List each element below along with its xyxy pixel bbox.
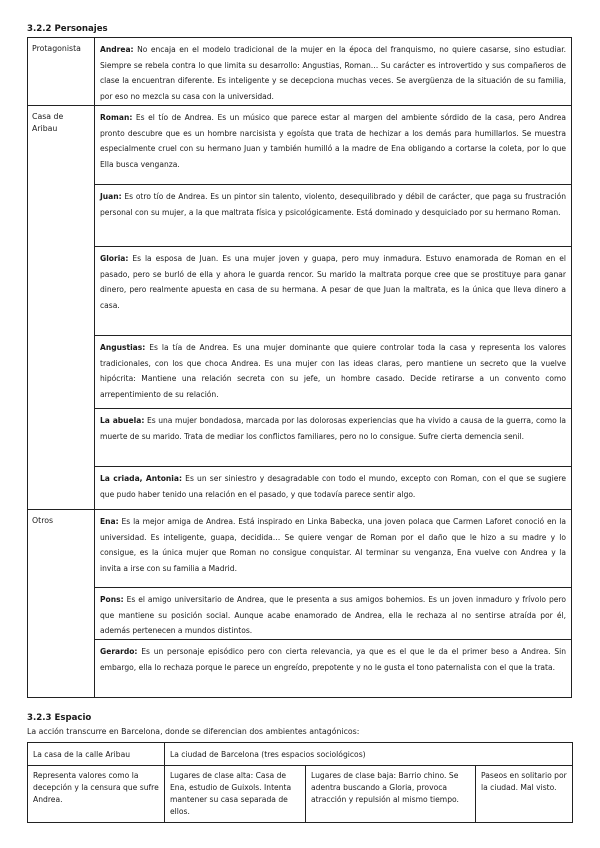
character-entry-roman [95, 106, 571, 184]
character-text: Es la mejor amiga de Andrea. Está inspirado en Linka Babecka, una joven polaca que Carmen Laforet conoció en la universidad. Es inteligente, guapa, decidida… Se quiere vengar de Roman por el daño que le hizo a su madre y lo consigue, es la única mujer que Roman no consigue conquistar. Al terminar su venganza, Ena vuelve con Andrea y la invita a irse con su familia a Madrid. [100, 517, 566, 573]
character-entry-criada [95, 466, 571, 509]
character-entry-gloria [95, 246, 571, 335]
character-text: Es un ser siniestro y desagradable con todo el mundo, excepto con Roman, con el que se sugiere que pudo haber tenido una relación en el pasado, y que todavía parece sentir algo. [100, 474, 566, 499]
character-entry-pons [95, 587, 571, 639]
section-title-espacio: 3.2.3 Espacio [27, 713, 92, 723]
section-title-personajes: 3.2.2 Personajes [27, 24, 108, 34]
character-name: Roman: [100, 113, 133, 122]
group-row-casa-aribau [28, 106, 572, 510]
espacio-cell: Lugares de clase alta: Casa de Ena, estudio de Guixols. Intenta mantener su casa separada de ellos. [165, 766, 306, 823]
character-text: Es el tío de Andrea. Es un músico que parece estar al margen del ambiente sórdido de la casa, pero Andrea pronto descubre que es un hombre narcisista y egoísta que trata de hechizar a los demás para humillarlos. Se muestra especialmente cruel con su hermano Juan y también humilló a la madre de Ena obligando a cortarse la coleta, por lo que Ella busca venganza. [100, 113, 566, 169]
character-name: Juan: [100, 192, 122, 201]
character-name: Gloria: [100, 254, 129, 263]
espacio-cell: Paseos en solitario por la ciudad. Mal visto. [476, 766, 573, 823]
espacio-cell: Representa valores como la decepción y la censura que sufre Andrea. [28, 766, 165, 823]
character-entry-angustias [95, 335, 571, 408]
group-row-protagonista [28, 38, 572, 106]
character-name: La criada, Antonia: [100, 474, 183, 483]
character-name: La abuela: [100, 416, 145, 425]
character-text: Es un personaje episódico pero con cierta relevancia, ya que es el que le da el primer beso a Andrea. Sin embargo, ella lo rechaza porque le parece un engreído, prepotente y no le gusta el tono paternalista con el que la trata. [100, 647, 566, 672]
character-text: Es una mujer bondadosa, marcada por las dolorosas experiencias que ha vivido a causa de la guerra, como la muerte de su marido. Trata de mediar los conflictos familiares, pero no lo consigue. Sufre cierta demencia senil. [100, 416, 567, 441]
character-entry-juan [95, 184, 571, 246]
group-label: Casa de Aribau [28, 106, 95, 510]
espacio-header-row [28, 743, 573, 766]
character-name: Angustias: [100, 343, 146, 352]
espacio-table [27, 742, 573, 823]
group-label: Otros [28, 510, 95, 698]
character-entry-andrea [95, 38, 571, 105]
character-name: Andrea: [100, 45, 134, 54]
espacio-intro: La acción transcurre en Barcelona, donde se diferencian dos ambientes antagónicos: [27, 727, 360, 736]
characters-table [27, 37, 572, 698]
group-row-otros [28, 510, 572, 698]
espacio-body-row [28, 766, 573, 823]
character-entry-ena [95, 510, 571, 587]
espacio-header-aribau: La casa de la calle Aribau [28, 743, 165, 766]
character-text: No encaja en el modelo tradicional de la mujer en la época del franquismo, no quiere casarse, sino estudiar. Siempre se rebela contra lo que limita su desarrollo: Angustias, Roman… Su carácter es introvertido y sus compañeros de clase la encuentran diferente. Es inteligente y se decepciona muchas veces. Se avergüenza de la situación de su familia, por eso no mezcla su casa con la universidad. [100, 45, 566, 101]
character-entry-gerardo [95, 639, 571, 697]
character-entry-abuela [95, 408, 571, 466]
espacio-header-barcelona: La ciudad de Barcelona (tres espacios sociológicos) [165, 743, 573, 766]
character-text: Es la tía de Andrea. Es una mujer dominante que quiere controlar toda la casa y representa los valores tradicionales, con los que choca Andrea. Es una mujer con las ideas claras, pero mantiene un secreto que la vuelve hipócrita: Mantiene una relación secreta con su jefe, un hombre casado. Decide retirarse a un convento como arrepentimiento de su relación. [100, 343, 566, 399]
espacio-cell: Lugares de clase baja: Barrio chino. Se adentra buscando a Gloria, provoca atracción y repulsión al mismo tiempo. [306, 766, 476, 823]
character-name: Gerardo: [100, 647, 138, 656]
character-text: Es la esposa de Juan. Es una mujer joven y guapa, pero muy inmadura. Estuvo enamorada de Roman en el pasado, pero se burló de ella y ahora le guarda rencor. Su marido la maltrata porque cree que se prostituye para ganar dinero, pero realmente apuesta en casa de su hermana. A pesar de que Juan la maltrata, es la única que lleva dinero a casa. [100, 254, 566, 310]
character-name: Pons: [100, 595, 124, 604]
character-text: Es el amigo universitario de Andrea, que le presenta a sus amigos bohemios. Es un joven inmaduro y frívolo pero que mantiene su posición social. Aunque acabe enamorado de Andrea, ella le rechaza al no sentirse atraída por él, además pertenecen a mundos distintos. [100, 595, 566, 636]
character-name: Ena: [100, 517, 119, 526]
group-label: Protagonista [28, 38, 95, 106]
character-text: Es otro tío de Andrea. Es un pintor sin talento, violento, desequilibrado y débil de carácter, que paga su frustración personal con su mujer, a la que maltrata física y psicológicamente. Está dominado y desquiciado por su hermano Roman. [100, 192, 566, 217]
